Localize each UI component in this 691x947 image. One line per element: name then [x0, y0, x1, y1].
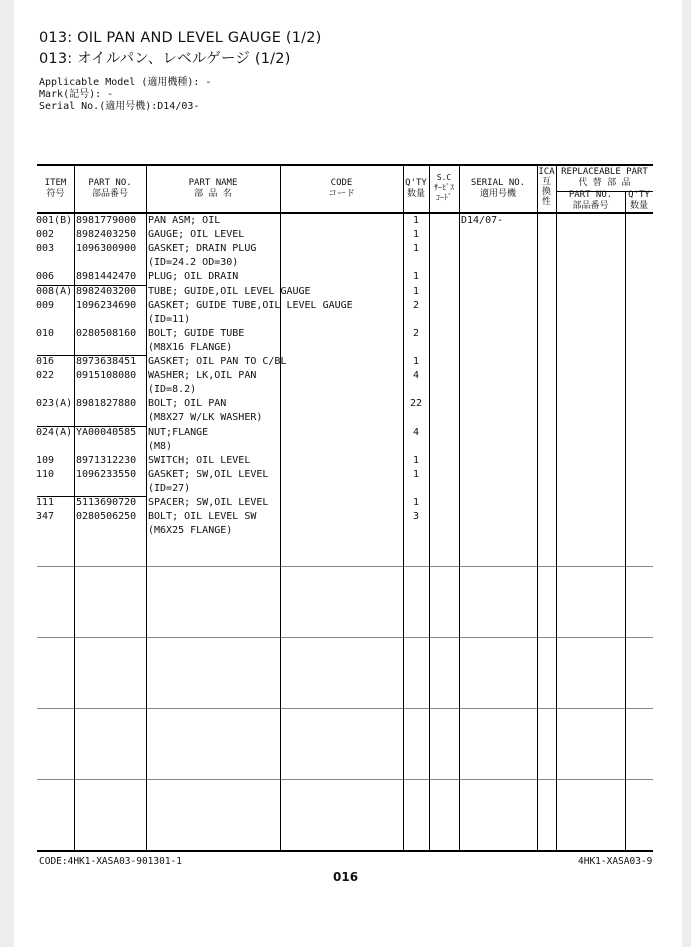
cell-part-no: 8981442470	[76, 271, 137, 283]
header-serial-no: SERIAL NO. 適用号機	[470, 178, 526, 199]
cell-part-name: (ID=24.2 OD=30)	[148, 257, 239, 269]
cell-item: 109	[36, 454, 55, 466]
cell-part-name: PLUG; OIL DRAIN	[148, 271, 239, 283]
cell-qty: 1	[412, 468, 420, 480]
serial-info: Serial No.(適用号機):D14/03-	[39, 101, 200, 112]
table-bottom-border	[37, 850, 653, 852]
cell-item: 008(A)	[36, 285, 73, 297]
cell-qty: 1	[412, 271, 420, 283]
cell-item: 016	[36, 356, 55, 367]
cell-part-name: (ID=11)	[148, 313, 191, 325]
header-service-code: S.C ｻｰﾋﾞｽ ｺｰﾄﾞ	[434, 173, 454, 202]
cell-qty: 3	[412, 511, 420, 523]
col-divider	[429, 164, 430, 852]
cell-qty: 2	[412, 299, 420, 311]
cell-item: 001(B)	[36, 215, 73, 226]
cell-part-name: (ID=27)	[148, 482, 191, 494]
header-interchangeability: ICA 互 換 性	[538, 167, 555, 207]
cell-part-name: BOLT; OIL LEVEL SW	[148, 511, 257, 523]
cell-qty: 4	[412, 426, 420, 438]
cell-qty: 1	[412, 454, 420, 466]
page-title-en: 013: OIL PAN AND LEVEL GAUGE (1/2)	[39, 30, 322, 46]
row-divider	[37, 779, 653, 780]
cell-qty: 1	[412, 243, 420, 255]
cell-qty: 22	[409, 398, 423, 410]
page-title-ja: 013: オイルパン、レベルゲージ (1/2)	[39, 51, 291, 67]
footer-code: CODE:4HK1-XASA03-901301-1	[39, 856, 182, 867]
row-divider	[37, 637, 653, 638]
col-divider	[74, 164, 75, 852]
cell-item: 010	[36, 327, 55, 339]
cell-part-name: (M8X16 FLANGE)	[148, 341, 233, 353]
cell-part-name: (M8)	[148, 440, 173, 452]
cell-qty: 4	[412, 370, 420, 382]
cell-item: 023(A)	[36, 398, 73, 410]
cell-item: 347	[36, 511, 55, 523]
cell-part-no: 8971312230	[76, 454, 137, 466]
cell-part-name: PAN ASM; OIL	[148, 215, 221, 226]
cell-qty: 2	[412, 327, 420, 339]
cell-part-no: 0915108080	[76, 370, 137, 382]
cell-part-name: BOLT; OIL PAN	[148, 398, 227, 410]
cell-part-name: GASKET; OIL PAN TO C/BL	[148, 356, 287, 367]
header-rep-qty: Q'TY 数量	[628, 190, 650, 211]
cell-item: 003	[36, 243, 55, 255]
cell-qty: 1	[412, 285, 420, 297]
cell-part-no: 1096233550	[76, 468, 137, 480]
cell-part-no: 1096300900	[76, 243, 137, 255]
header-item: ITEM 符号	[44, 178, 67, 199]
cell-part-name: (ID=8.2)	[148, 384, 197, 396]
page-number: 016	[333, 870, 359, 884]
cell-part-name: NUT;FLANGE	[148, 426, 209, 438]
cell-item: 009	[36, 299, 55, 311]
cell-part-name: GAUGE; OIL LEVEL	[148, 229, 245, 241]
cell-item: 002	[36, 229, 55, 241]
applicable-model: Applicable Model (適用機種): -	[39, 77, 212, 88]
cell-part-name: GASKET; GUIDE TUBE,OIL LEVEL GAUGE	[148, 299, 353, 311]
cell-part-name: TUBE; GUIDE,OIL LEVEL GAUGE	[148, 285, 311, 297]
row-divider	[37, 708, 653, 709]
cell-part-no: 8973638451	[76, 356, 137, 367]
footer-ref: 4HK1-XASA03-9	[578, 856, 653, 867]
cell-part-no: 0280506250	[76, 511, 137, 523]
table-top-border	[37, 164, 653, 166]
row-divider	[37, 566, 653, 567]
parts-table	[37, 164, 653, 852]
header-part-name: PART NAME 部 品 名	[188, 178, 238, 199]
cell-part-no: 5113690720	[76, 497, 137, 508]
cell-item: 022	[36, 370, 55, 382]
col-divider	[146, 164, 147, 852]
cell-part-no: 8981779000	[76, 215, 137, 226]
header-rep-part-no: PART NO. 部品番号	[568, 190, 613, 211]
cell-part-name: (M8X27 W/LK WASHER)	[148, 412, 263, 424]
header-code: CODE コード	[327, 178, 355, 199]
cell-qty: 1	[412, 215, 420, 226]
cell-item: 006	[36, 271, 55, 283]
header-part-no: PART NO. 部品番号	[88, 178, 132, 199]
cell-serial: D14/07-	[461, 215, 504, 226]
cell-item: 110	[36, 468, 55, 480]
cell-part-name: (M6X25 FLANGE)	[148, 525, 233, 537]
cell-part-name: GASKET; SW,OIL LEVEL	[148, 468, 269, 480]
cell-item: 024(A)	[36, 426, 73, 438]
col-divider	[556, 164, 557, 852]
col-divider	[537, 164, 538, 852]
cell-part-no: 8981827880	[76, 398, 137, 410]
cell-part-name: BOLT; GUIDE TUBE	[148, 327, 245, 339]
col-divider	[459, 164, 460, 852]
cell-qty: 1	[412, 497, 420, 508]
cell-item: 111	[36, 497, 55, 508]
cell-part-name: GASKET; DRAIN PLUG	[148, 243, 257, 255]
cell-part-no: 8982403250	[76, 229, 137, 241]
mark-info: Mark(記号): -	[39, 89, 114, 100]
header-replaceable-part: REPLACEABLE PART 代 替 部 品	[561, 167, 648, 188]
cell-part-name: SWITCH; OIL LEVEL	[148, 454, 251, 466]
cell-part-name: WASHER; LK,OIL PAN	[148, 370, 257, 382]
cell-part-no: 0280508160	[76, 327, 137, 339]
header-qty: Q'TY 数量	[405, 178, 427, 199]
header-bottom-border	[37, 212, 653, 214]
col-divider	[625, 191, 626, 852]
cell-qty: 1	[412, 356, 420, 367]
cell-part-no: 8982403200	[76, 285, 137, 297]
cell-qty: 1	[412, 229, 420, 241]
cell-part-no: 1096234690	[76, 299, 137, 311]
cell-part-name: SPACER; SW,OIL LEVEL	[148, 497, 269, 508]
cell-part-no: YA00040585	[76, 426, 137, 438]
